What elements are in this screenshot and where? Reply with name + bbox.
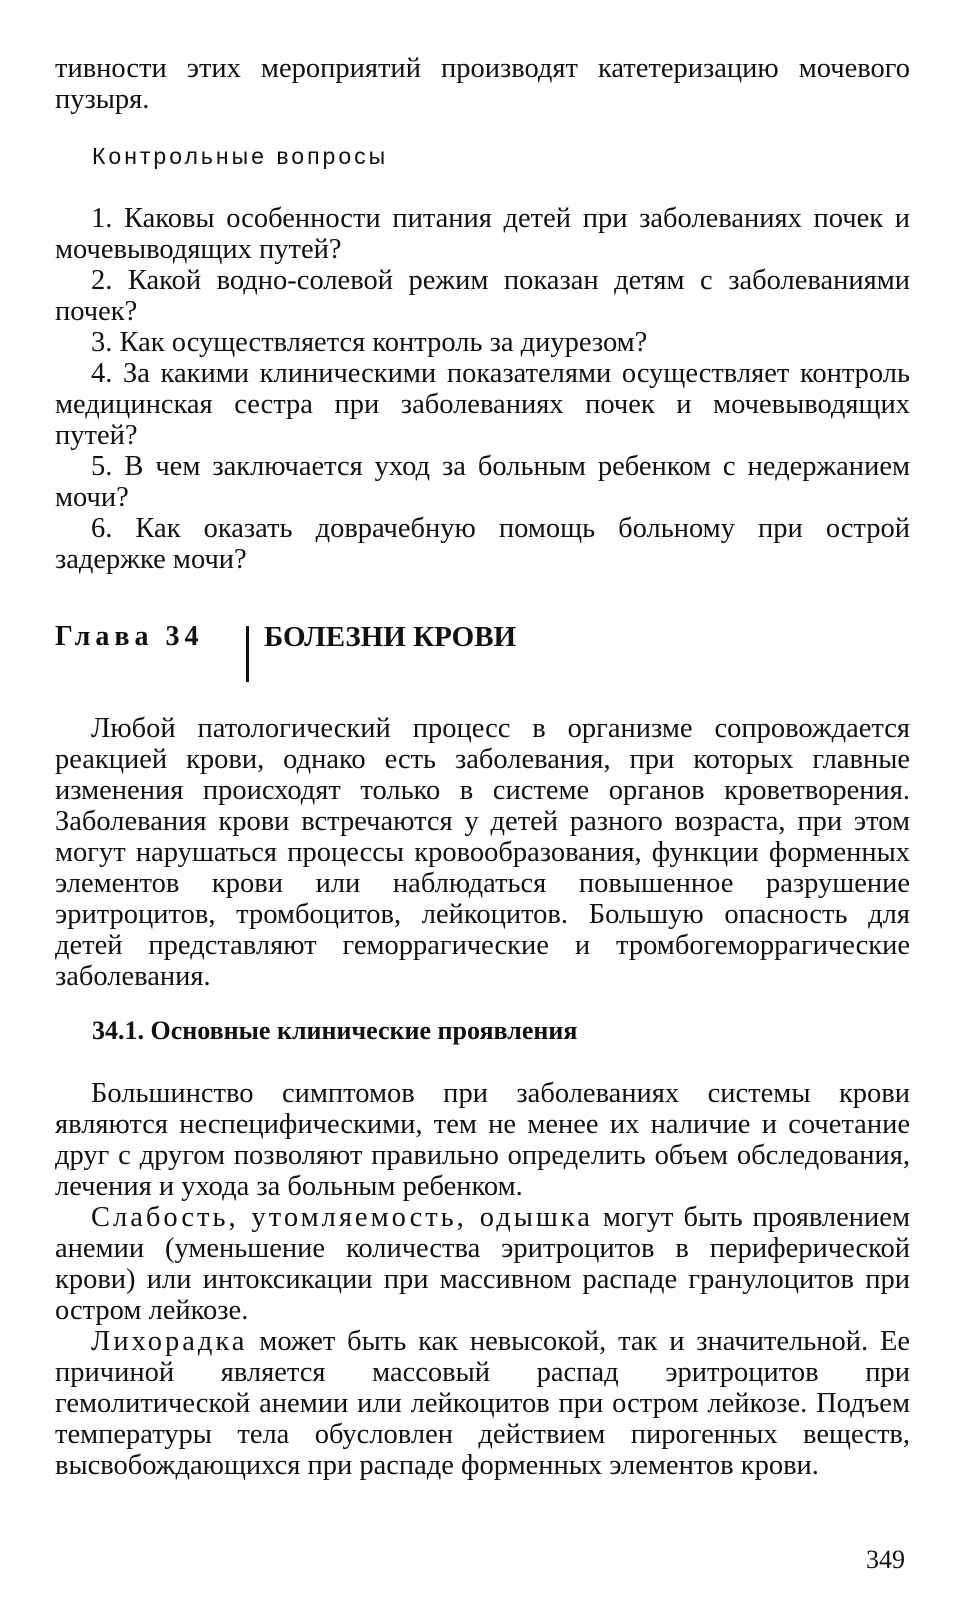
question-2: 2. Какой водно-солевой режим показан детям с заболеваниями почек? [55,265,910,327]
chapter-title: БОЛЕЗНИ КРОВИ [264,621,517,653]
continued-paragraph: тивности этих мероприятий производят катетеризацию мочевого пузыря. [55,53,910,115]
chapter-divider [246,626,249,682]
chapter-label: Глава 34 [55,621,204,652]
section-paragraph-3 [55,1326,910,1481]
question-5: 5. В чем заключается уход за больным ребенком с недержанием мочи? [55,451,910,513]
question-3: 3. Как осуществляется контроль за диурезом? [91,327,648,358]
section-paragraph-2 [55,1202,910,1326]
question-4: 4. За какими клиническими показателями осуществляет контроль медицинская сестра при заболеваниях почек и мочевыводящих путей? [55,358,910,451]
section-paragraph-1: Большинство симптомов при заболеваниях системы крови являются неспецифическими, тем не менее их наличие и сочетание друг с другом позволяют правильно определить объем обследования, лечения и ухода за больным ребенком. [55,1078,910,1202]
question-1: 1. Каковы особенности питания детей при заболеваниях почек и мочевыводящих путей? [55,203,910,265]
page-number: 349 [866,1545,905,1574]
spaced-term-fever: Лихорадка [91,1326,248,1357]
chapter-intro-paragraph: Любой патологический процесс в организме сопровождается реакцией крови, однако есть заболевания, при которых главные изменения происходят только в системе органов кроветворения. Заболевания крови встречаются у детей разного возраста, при этом могут нарушаться процессы кровообразования, функции форменных элементов крови или наблюдаться повышенное разрушение эритроцитов, тромбоцитов, лейкоцитов. Большую опасность для детей представляют геморрагические и тромбогеморрагические заболевания. [55,713,910,992]
questions-heading: Контрольные вопросы [92,143,389,169]
paragraph-3-body: может быть как невысокой, так и значительной. Ее причиной является массовый распад эритроцитов при гемолитической анемии или лейкоцитов при остром лейкозе. Подъем температуры тела обусловлен действием пирогенных веществ, высвобождающихся при распаде форменных элементов крови. [55,1326,910,1481]
paragraph-2-body: могут быть проявлением анемии (уменьшение количества эритроцитов в периферической крови) или интоксикации при массивном распаде гранулоцитов при остром лейкозе. [55,1202,910,1326]
spaced-term-weakness: Слабость, утомляемость, одышка [91,1202,593,1233]
section-title: 34.1. Основные клинические проявления [92,1016,578,1045]
question-6: 6. Как оказать доврачебную помощь больному при острой задержке мочи? [55,513,910,575]
